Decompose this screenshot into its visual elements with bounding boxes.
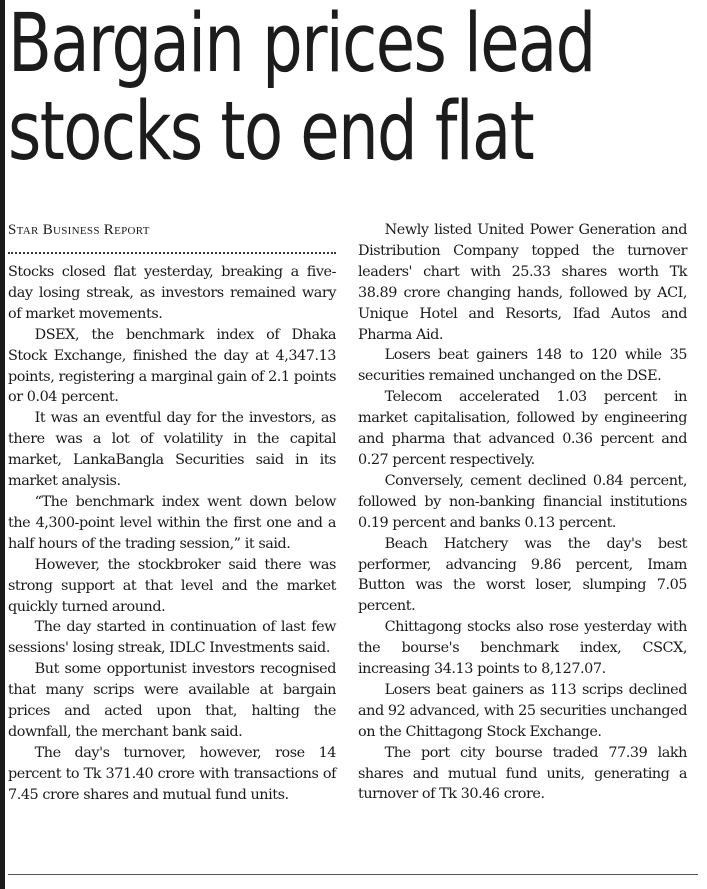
paragraph: Beach Hatchery was the day's best performer, advancing 9.86 percent, Imam Button was the worst loser, slumping 7.05 percent. [358, 535, 687, 615]
article-column-left [8, 220, 336, 806]
byline: Star Business Report [8, 222, 150, 238]
paragraph: It was an eventful day for the investors, as there was a lot of volatility in the capital market, LankaBangla Securities said in its market analysis. [8, 410, 336, 490]
paragraph: DSEX, the benchmark index of Dhaka Stock Exchange, finished the day at 4,347.13 points, registering a marginal gain of 2.1 points or 0.04 percent. [8, 326, 336, 406]
footer-rule [8, 874, 698, 875]
paragraph: Losers beat gainers as 113 scrips declined and 92 advanced, with 25 securities unchanged on the Chittagong Stock Exchange. [358, 681, 687, 740]
paragraph: The day started in continuation of last few sessions' losing streak, IDLC Investments said. [8, 619, 336, 657]
paragraph: But some opportunist investors recognised that many scrips were available at bargain prices and acted upon that, halting the downfall, the merchant bank said. [8, 661, 336, 740]
byline-dotted-rule [8, 252, 336, 258]
left-margin-bar [0, 0, 5, 889]
paragraph: The port city bourse traded 77.39 lakh shares and mutual fund units, generating a turnover of Tk 30.46 crore. [358, 744, 687, 803]
headline-line-2: stocks to end flat [8, 85, 534, 179]
paragraph: The day's turnover, however, rose 14 percent to Tk 371.40 crore with transactions of 7.45 crore shares and mutual fund units. [8, 744, 336, 803]
paragraph: Stocks closed flat yesterday, breaking a five-day losing streak, as investors remained wary of market movements. [8, 264, 336, 322]
paragraph: Newly listed United Power Generation and Distribution Company topped the turnover leaders' chart with 25.33 shares worth Tk 38.89 crore changing hands, followed by ACI, Unique Hotel and Resorts, Ifad Autos and Pharma Aid. [358, 222, 687, 343]
paragraph: Conversely, cement declined 0.84 percent, followed by non-banking financial institutions 0.19 percent and banks 0.13 percent. [358, 472, 687, 531]
paragraph: Losers beat gainers 148 to 120 while 35 securities remained unchanged on the DSE. [358, 347, 687, 385]
paragraph: However, the stockbroker said there was strong support at that level and the market quickly turned around. [8, 556, 336, 615]
paragraph: Telecom accelerated 1.03 percent in market capitalisation, followed by engineering and pharma that advanced 0.36 percent and 0.27 percent respectively. [358, 389, 687, 468]
article-column-right [358, 220, 687, 805]
headline-line-1: Bargain prices lead [8, 0, 595, 91]
paragraph: “The benchmark index went down below the 4,300-point level within the first one and a half hours of the trading session,” it said. [8, 493, 336, 552]
paragraph: Chittagong stocks also rose yesterday with the bourse's benchmark index, CSCX, increasing 34.13 points to 8,127.07. [358, 619, 687, 678]
headline [8, 0, 595, 179]
